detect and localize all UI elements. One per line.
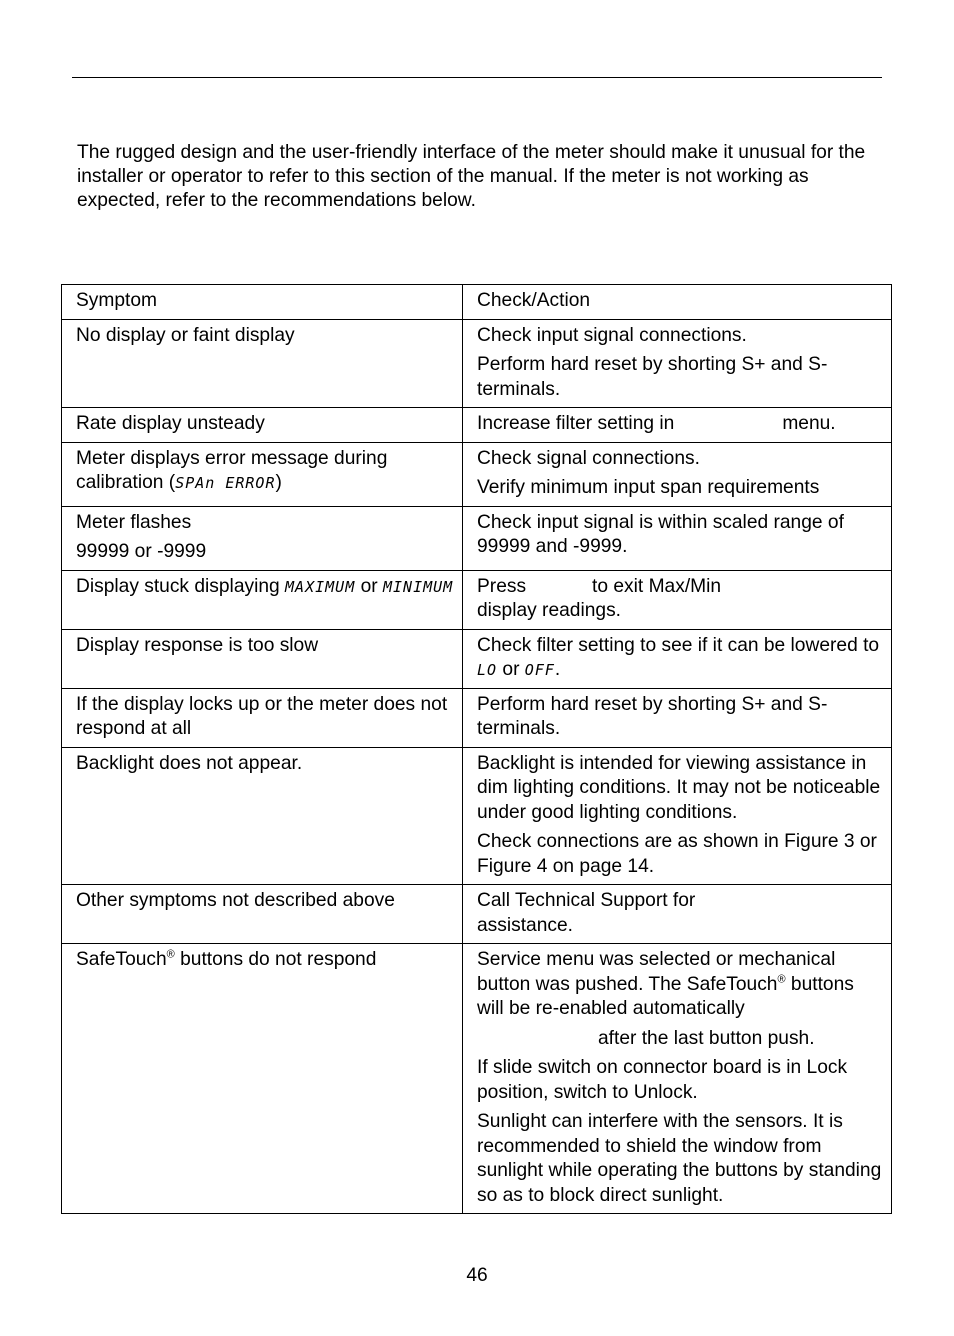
action-text: If slide switch on connector board is in Lock position, switch to Unlock. xyxy=(477,1057,848,1103)
symptom-text: ) xyxy=(275,472,282,493)
action-text: buttons will be re-enabled automatically xyxy=(477,973,854,1019)
action-text: Check input signal connections. xyxy=(477,324,747,346)
table-row xyxy=(62,570,892,629)
action-text: Service menu was selected or mechanical button was pushed. The SafeTouch xyxy=(477,949,836,995)
symptom-text: SafeTouch xyxy=(76,949,167,970)
action-cell xyxy=(463,629,892,688)
action-text: assistance. xyxy=(477,914,573,936)
action-cell xyxy=(463,570,892,629)
display-code: OFF xyxy=(524,661,555,679)
action-cell xyxy=(463,944,892,1214)
action-text: Backlight is intended for viewing assistance in dim lighting conditions. It may not be noticeable under good lighting conditions. xyxy=(477,752,881,823)
table-row xyxy=(62,442,892,506)
action-text: menu. xyxy=(782,413,836,434)
symptom-text: Meter flashes xyxy=(76,511,192,533)
symptom-cell xyxy=(62,506,463,570)
table-row xyxy=(62,506,892,570)
page-number: 46 xyxy=(466,1265,488,1286)
symptom-cell: Other symptoms not described above xyxy=(62,885,463,944)
action-cell xyxy=(463,319,892,408)
table-row xyxy=(62,944,892,1214)
action-cell xyxy=(463,747,892,885)
intro-paragraph: The rugged design and the user-friendly interface of the meter should make it unusual for the installer or operator to refer to this section of the manual. If the meter is not working as expected, refer to the recommendations below. xyxy=(77,142,866,211)
symptom-cell: If the display locks up or the meter does not respond at all xyxy=(62,688,463,747)
action-text: Call Technical Support for xyxy=(477,890,696,911)
symptom-cell xyxy=(62,570,463,629)
action-cell xyxy=(463,408,892,443)
symptom-cell: Display response is too slow xyxy=(62,629,463,688)
symptom-cell xyxy=(62,442,463,506)
table-header-row xyxy=(62,285,892,320)
symptom-text: Meter displays error message during calibration ( xyxy=(76,447,388,493)
display-code: MAXIMUM xyxy=(285,577,356,596)
symptom-cell xyxy=(62,944,463,1214)
action-text: Check connections are as shown in Figure 3 or Figure 4 on page 14. xyxy=(477,831,877,877)
action-cell: Check input signal is within scaled range of 99999 and -9999. xyxy=(463,506,892,570)
action-text: . xyxy=(554,659,561,680)
table-row xyxy=(62,408,892,443)
display-code: SPAn ERROR xyxy=(175,474,276,492)
action-text: Verify minimum input span requirements xyxy=(477,477,820,498)
header-symptom: Symptom xyxy=(62,285,463,320)
action-cell xyxy=(463,885,892,944)
action-text: after the last button push. xyxy=(598,1027,815,1049)
display-code: MINIMUM xyxy=(382,577,454,596)
action-text: Press xyxy=(477,575,527,597)
action-text: display readings. xyxy=(477,600,621,621)
action-text: or xyxy=(497,659,525,680)
table-row xyxy=(62,319,892,408)
table-row xyxy=(62,747,892,885)
action-text: to exit Max/Min xyxy=(592,575,722,597)
table-row xyxy=(62,885,892,944)
registered-mark: ® xyxy=(777,973,786,986)
symptom-cell: Backlight does not appear. xyxy=(62,747,463,885)
header-action: Check/Action xyxy=(463,285,892,320)
symptom-cell: Rate display unsteady xyxy=(62,408,463,443)
table-row xyxy=(62,629,892,688)
action-cell: Perform hard reset by shorting S+ and S- terminals. xyxy=(463,688,892,747)
registered-mark: ® xyxy=(166,948,175,961)
action-cell xyxy=(463,442,892,506)
header-rule xyxy=(72,77,882,78)
symptom-text: Display stuck displaying xyxy=(76,575,286,597)
symptom-text: buttons do not respond xyxy=(174,949,377,970)
action-text: Check signal connections. xyxy=(477,447,700,469)
symptom-text: or xyxy=(355,575,383,597)
symptom-text: 99999 or -9999 xyxy=(76,541,207,562)
action-text: Perform hard reset by shorting S+ and S- terminals. xyxy=(477,354,828,400)
action-text: Increase filter setting in xyxy=(477,413,675,434)
symptom-cell: No display or faint display xyxy=(62,319,463,408)
table-row xyxy=(62,688,892,747)
action-text: Sunlight can interfere with the sensors. It is recommended to shield the window from sunlight while operating the buttons by standing so as to block direct sunlight. xyxy=(477,1111,882,1206)
action-text: Check filter setting to see if it can be lowered to xyxy=(477,634,880,656)
display-code: LO xyxy=(477,661,498,679)
troubleshooting-table xyxy=(61,284,892,1214)
